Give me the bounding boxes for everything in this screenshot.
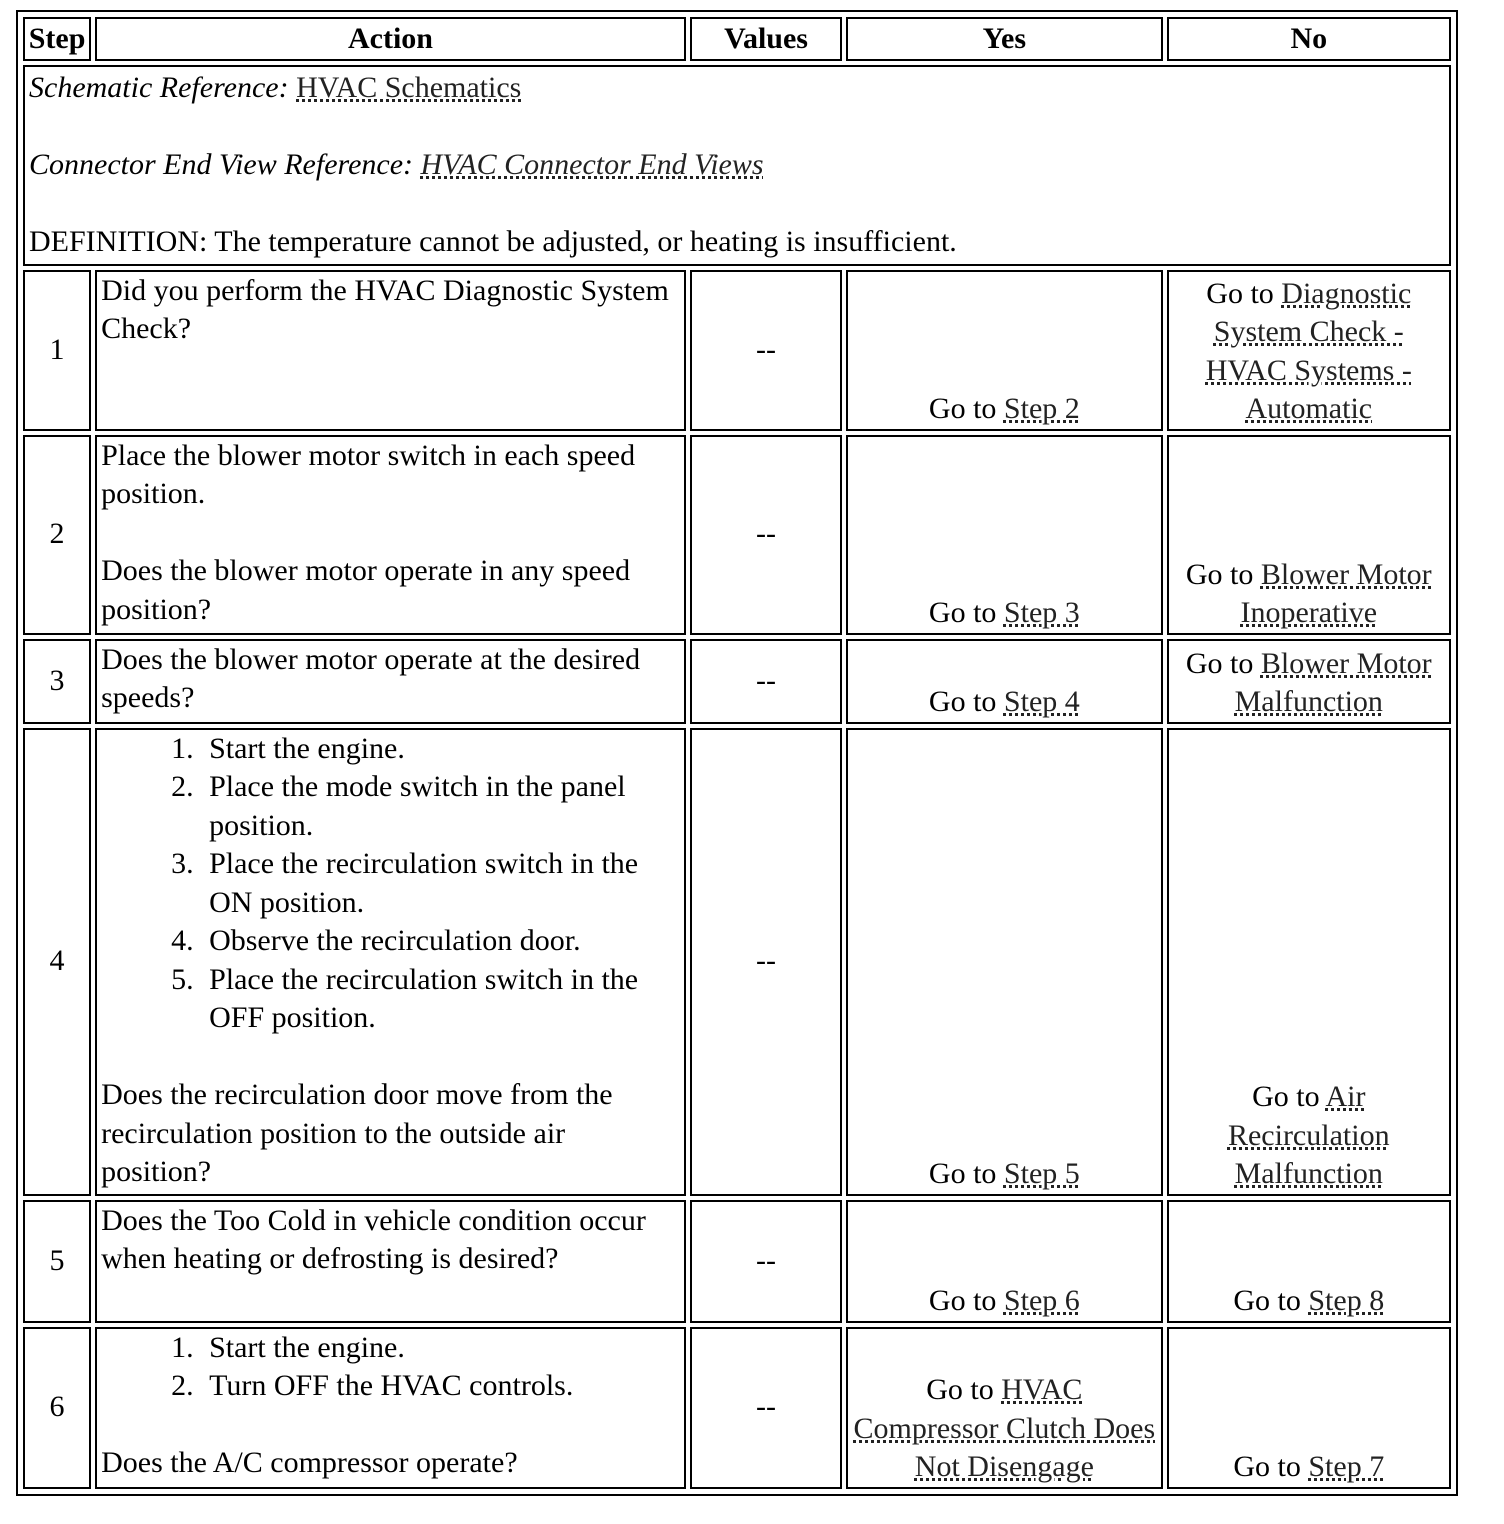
- yes-cell: [846, 435, 1162, 635]
- goto-text: Go to: [1252, 1080, 1320, 1113]
- substep-list: [101, 1329, 680, 1406]
- connector-reference: [29, 146, 1445, 185]
- list-item: 5. Place the recirculation switch in the OFF position.: [201, 961, 680, 1038]
- values-cell: --: [690, 728, 842, 1196]
- header-no: No: [1167, 17, 1451, 61]
- step-number: 3: [23, 639, 91, 724]
- yes-link[interactable]: Step 2: [1003, 392, 1080, 425]
- yes-cell: [846, 1327, 1162, 1489]
- yes-link[interactable]: Step 3: [1003, 596, 1080, 629]
- list-item: 1. Start the engine.: [201, 1329, 680, 1368]
- header-values: Values: [690, 17, 842, 61]
- list-item: 2. Place the mode switch in the panel position.: [201, 768, 680, 845]
- goto-text: Go to: [928, 392, 997, 425]
- step-number: 1: [23, 270, 91, 431]
- step-number: 5: [23, 1200, 91, 1323]
- connector-link[interactable]: HVAC Connector End Views: [420, 148, 764, 181]
- table-row: [23, 1200, 1451, 1323]
- yes-link[interactable]: Step 5: [1003, 1157, 1080, 1190]
- yes-cell: [846, 728, 1162, 1196]
- goto-text: Go to: [928, 596, 997, 629]
- reference-cell: [23, 65, 1451, 266]
- goto-text: Go to: [1233, 1284, 1301, 1317]
- yes-cell: [846, 639, 1162, 724]
- yes-link[interactable]: Step 4: [1003, 685, 1080, 718]
- step-number: 4: [23, 728, 91, 1196]
- list-item: 3. Place the recirculation switch in the ON position.: [201, 845, 680, 922]
- action-question: Did you perform the HVAC Diagnostic System Check?: [101, 273, 669, 345]
- no-cell: [1167, 639, 1451, 724]
- action-question: Does the blower motor operate at the desired speeds?: [101, 642, 641, 714]
- no-link[interactable]: Step 8: [1308, 1284, 1385, 1317]
- action-cell: [95, 270, 686, 431]
- yes-cell: [846, 1200, 1162, 1323]
- action-question: Does the recirculation door move from the recirculation position to the outside air position?: [101, 1078, 613, 1188]
- schematic-link[interactable]: HVAC Schematics: [296, 71, 522, 104]
- table-row: [23, 1327, 1451, 1489]
- no-link[interactable]: Diagnostic System Check - HVAC Systems - Automatic: [1205, 276, 1412, 425]
- table-row: [23, 270, 1451, 431]
- no-cell: [1167, 1327, 1451, 1489]
- values-cell: --: [690, 639, 842, 724]
- table-row: [23, 639, 1451, 724]
- step-number: 2: [23, 435, 91, 635]
- yes-link[interactable]: Step 6: [1003, 1284, 1080, 1317]
- diagnostic-table: [19, 13, 1455, 1493]
- list-item: 4. Observe the recirculation door.: [201, 922, 680, 961]
- diagnostic-table-frame: [16, 10, 1458, 1496]
- reference-row: [23, 65, 1451, 266]
- list-item: 1. Start the engine.: [201, 730, 680, 769]
- goto-text: Go to: [928, 1284, 997, 1317]
- table-row: [23, 435, 1451, 635]
- values-cell: --: [690, 1200, 842, 1323]
- connector-reference-label: Connector End View Reference:: [29, 148, 414, 181]
- action-cell: [95, 1200, 686, 1323]
- header-step: Step: [23, 17, 91, 61]
- values-cell: --: [690, 435, 842, 635]
- action-instruction: Place the blower motor switch in each speed position.: [101, 438, 636, 510]
- table-row: [23, 728, 1451, 1196]
- no-cell: [1167, 728, 1451, 1196]
- no-cell: [1167, 435, 1451, 635]
- header-action: Action: [95, 17, 686, 61]
- action-cell: [95, 639, 686, 724]
- goto-text: Go to: [1206, 276, 1274, 310]
- yes-link[interactable]: HVAC Compressor Clutch Does Not Disengage: [853, 1373, 1156, 1483]
- goto-text: Go to: [928, 685, 997, 718]
- no-link[interactable]: Blower Motor Inoperative: [1240, 557, 1432, 629]
- schematic-reference-label: Schematic Reference:: [29, 71, 289, 104]
- values-cell: --: [690, 270, 842, 431]
- substep-list: [101, 730, 680, 1038]
- action-question: Does the Too Cold in vehicle condition occur when heating or defrosting is desired?: [101, 1203, 646, 1275]
- definition-text: DEFINITION: The temperature cannot be adjusted, or heating is insufficient.: [29, 225, 957, 258]
- action-cell: [95, 1327, 686, 1489]
- no-cell: [1167, 1200, 1451, 1323]
- schematic-reference: [29, 69, 1445, 108]
- action-cell: [95, 728, 686, 1196]
- no-link[interactable]: Air Recirculation Malfunction: [1227, 1080, 1390, 1190]
- no-cell: [1167, 270, 1451, 431]
- action-question: Does the blower motor operate in any speed position?: [101, 554, 631, 626]
- goto-text: Go to: [1233, 1450, 1301, 1483]
- goto-text: Go to: [1185, 646, 1254, 680]
- goto-text: Go to: [1185, 557, 1254, 591]
- action-cell: [95, 435, 686, 635]
- step-number: 6: [23, 1327, 91, 1489]
- action-question: Does the A/C compressor operate?: [101, 1446, 518, 1479]
- yes-cell: [846, 270, 1162, 431]
- values-cell: --: [690, 1327, 842, 1489]
- list-item: 2. Turn OFF the HVAC controls.: [201, 1367, 680, 1406]
- no-link[interactable]: Step 7: [1308, 1450, 1385, 1483]
- no-link[interactable]: Blower Motor Malfunction: [1234, 646, 1432, 718]
- header-yes: Yes: [846, 17, 1162, 61]
- goto-text: Go to: [926, 1373, 994, 1406]
- goto-text: Go to: [928, 1157, 997, 1190]
- header-row: [23, 17, 1451, 61]
